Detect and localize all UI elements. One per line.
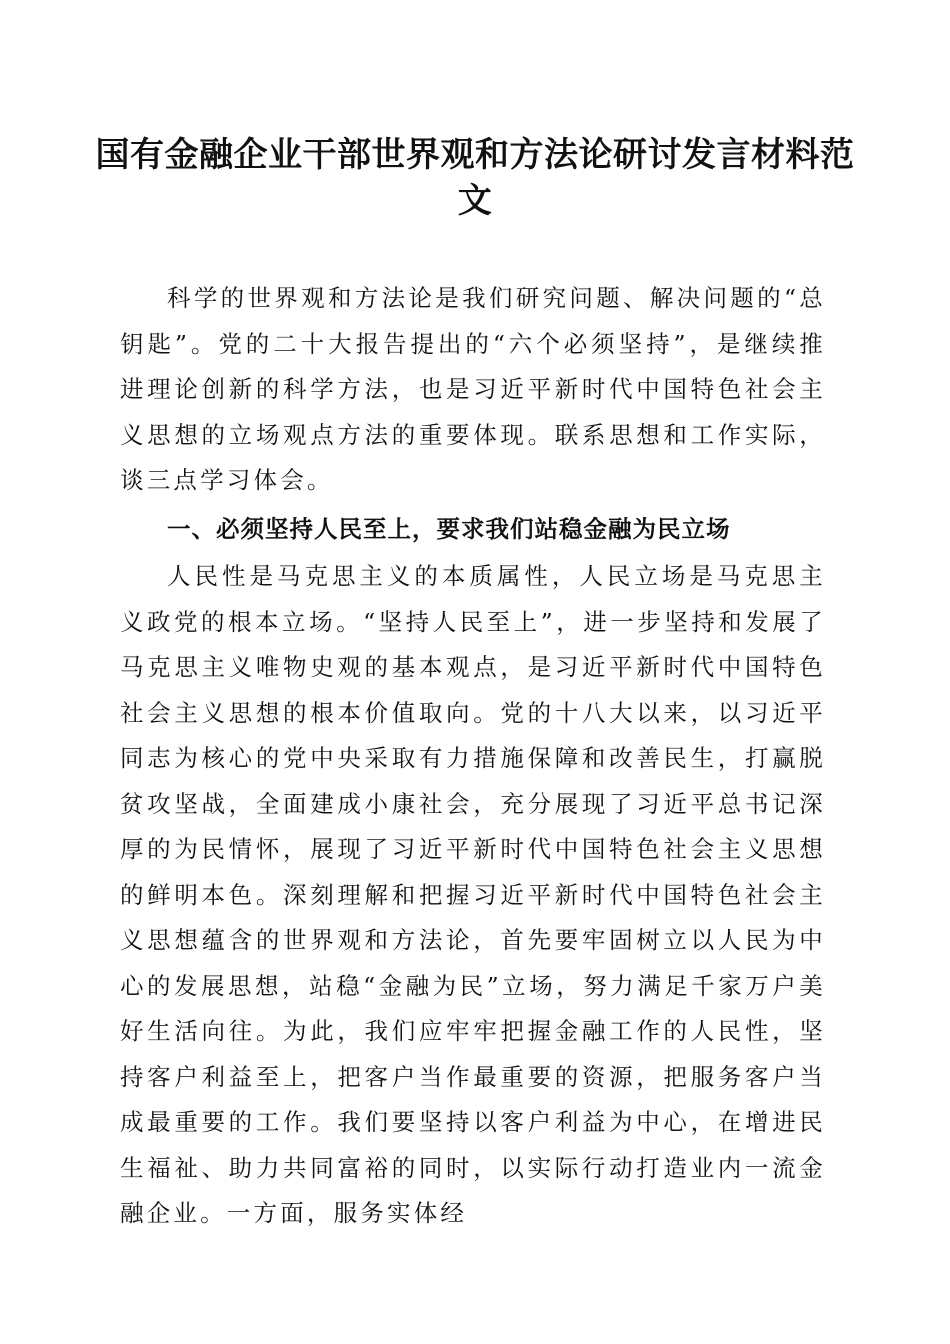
document-body [120, 276, 826, 1237]
document-title: 国有金融企业干部世界观和方法论研讨发言材料范文 [95, 135, 855, 221]
intro-paragraph: 科学的世界观和方法论是我们研究问题、解决问题的“总钥匙”。党的二十大报告提出的“六个必须坚持”，是继续推进理论创新的科学方法，也是习近平新时代中国特色社会主义思想的立场观点方法的重要体现。联系思想和工作实际，谈三点学习体会。 [120, 284, 826, 494]
section-heading: 一、必须坚持人民至上，要求我们站稳金融为民立场 [167, 514, 731, 543]
section-paragraph: 人民性是马克思主义的本质属性，人民立场是马克思主义政党的根本立场。“坚持人民至上”，进一步坚持和发展了马克思主义唯物史观的基本观点，是习近平新时代中国特色社会主义思想的根本价值取向。党的十八大以来，以习近平同志为核心的党中央采取有力措施保障和改善民生，打赢脱贫攻坚战，全面建成小康社会，充分展现了习近平总书记深厚的为民情怀，展现了习近平新时代中国特色社会主义思想的鲜明本色。深刻理解和把握习近平新时代中国特色社会主义思想蕴含的世界观和方法论，首先要牢固树立以人民为中心的发展思想，站稳“金融为民”立场，努力满足千家万户美好生活向往。为此，我们应牢牢把握金融工作的人民性，坚持客户利益至上，把客户当作最重要的资源，把服务客户当成最重要的工作。我们要坚持以客户利益为中心，在增进民生福祉、助力共同富裕的同时，以实际行动打造业内一流金融企业。一方面，服务实体经 [120, 562, 826, 1227]
